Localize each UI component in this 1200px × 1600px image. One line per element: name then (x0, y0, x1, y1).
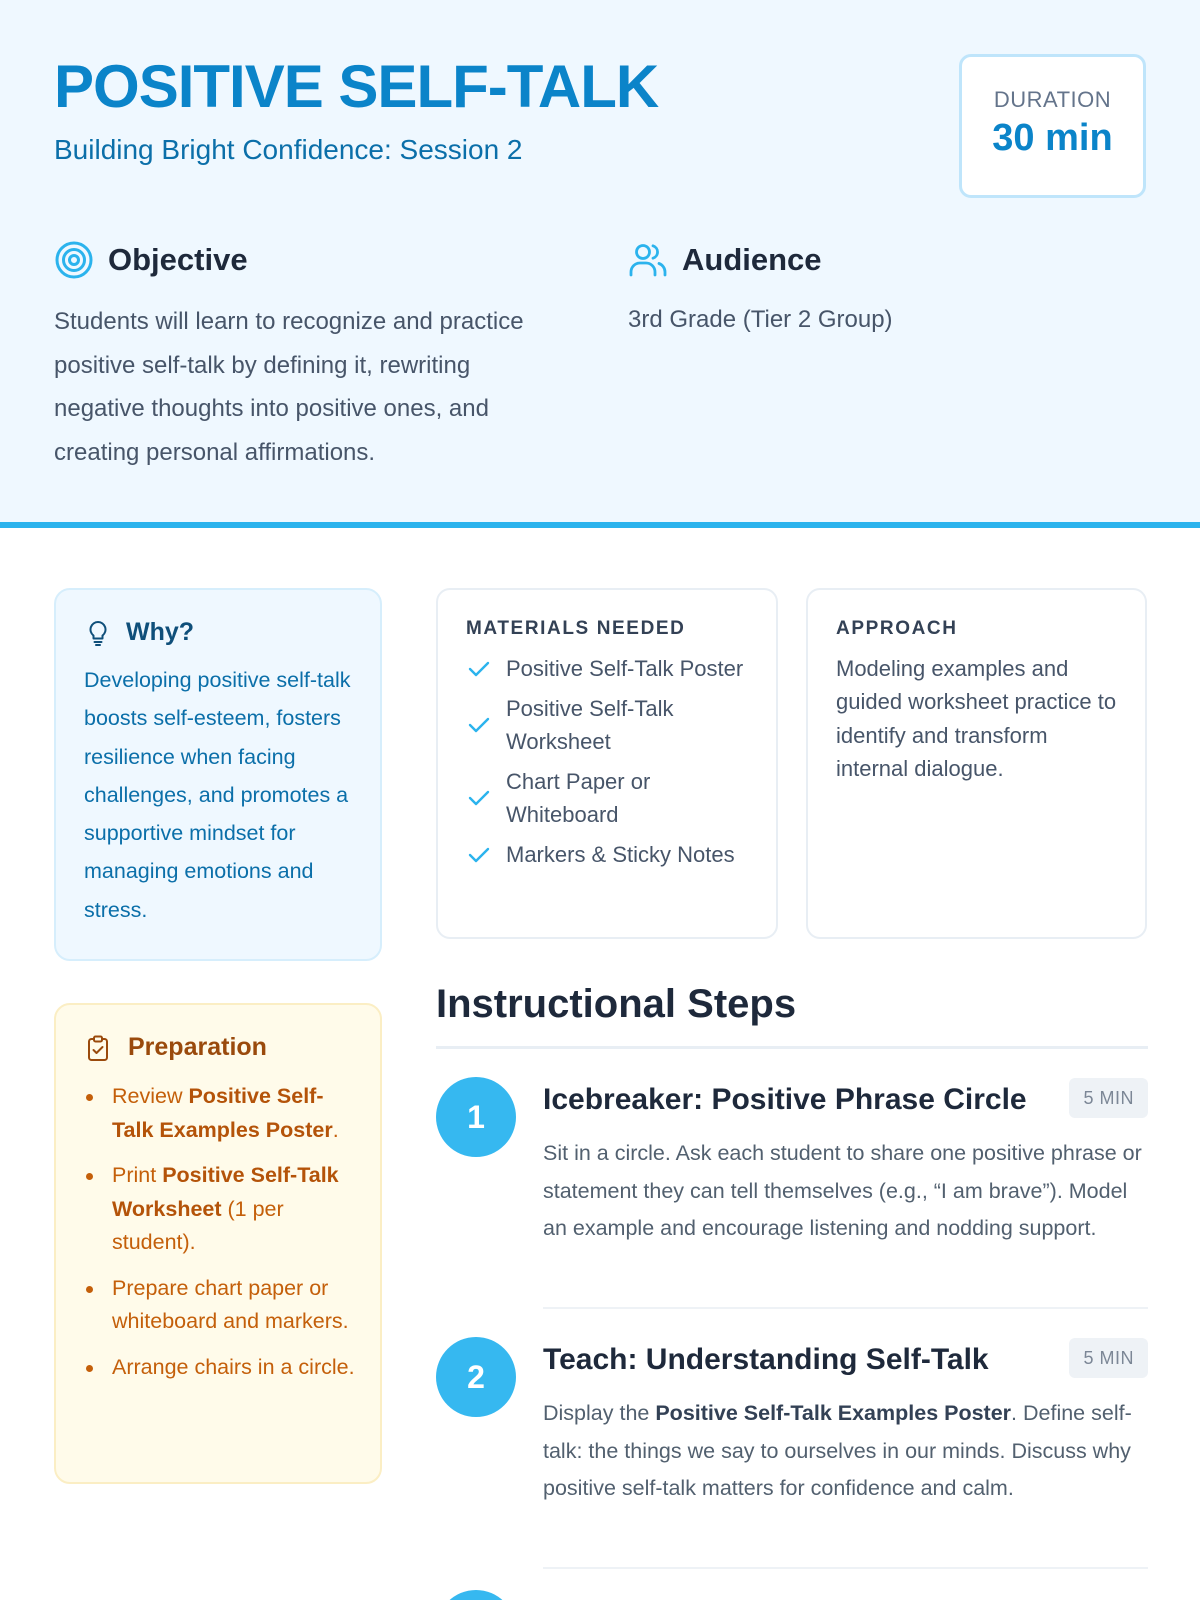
objective-title: Objective (108, 242, 248, 277)
duration-label: DURATION (993, 87, 1112, 112)
objective-text: Students will learn to recognize and practice positive self-talk by defining it, rewriting negative thoughts into positive ones, and creating personal affirmations. (54, 308, 524, 466)
preparation-item: Print Positive Self-Talk Worksheet (1 per student). (84, 1159, 360, 1260)
check-icon (466, 658, 496, 680)
why-heading (84, 618, 354, 647)
step-number: 1 (436, 1077, 516, 1157)
materials-item: Markers & Sticky Notes (466, 838, 750, 871)
preparation-card (54, 1003, 382, 1484)
preparation-title: Preparation (128, 1033, 267, 1061)
page-title: POSITIVE SELF-TALK (54, 53, 659, 120)
header-banner (0, 0, 1200, 528)
audience-title: Audience (682, 242, 822, 277)
materials-label: MATERIALS NEEDED (466, 618, 686, 639)
step-number-partial (436, 1590, 516, 1600)
check-icon (466, 714, 496, 736)
duration-box (959, 54, 1146, 198)
step-number: 2 (436, 1337, 516, 1417)
materials-item: Positive Self-Talk Worksheet (466, 692, 750, 758)
lightbulb-icon (84, 619, 112, 647)
why-text: Developing positive self-talk boosts self-esteem, fosters resilience when facing challenges, and promotes a supportive mindset for managing emotions and stress. (84, 668, 351, 922)
check-icon (466, 844, 496, 866)
clipboard-check-icon (84, 1034, 112, 1062)
objective-heading (54, 240, 248, 280)
step-item (436, 1077, 1148, 1317)
users-icon (628, 240, 668, 280)
target-icon (54, 240, 94, 280)
materials-list (466, 652, 750, 871)
step-title: Teach: Understanding Self-Talk (543, 1343, 989, 1376)
approach-card (806, 588, 1147, 939)
approach-label: APPROACH (836, 618, 958, 639)
step-description: Display the Positive Self-Talk Examples Poster. Define self-talk: the things we say to ourselves in our minds. Discuss why positive self-talk matters for confidence and calm. (543, 1401, 1132, 1501)
audience-heading (628, 240, 822, 280)
step-duration-badge: 5 MIN (1069, 1078, 1148, 1118)
materials-item: Positive Self-Talk Poster (466, 652, 750, 685)
steps-divider (436, 1046, 1148, 1049)
steps-title: Instructional Steps (436, 982, 797, 1026)
preparation-item: Prepare chart paper or whiteboard and markers. (84, 1272, 360, 1339)
preparation-heading (84, 1033, 360, 1062)
step-description: Sit in a circle. Ask each student to share one positive phrase or statement they can tell themselves (e.g., “I am brave”). Model an example and encourage listening and nodding support. (543, 1141, 1142, 1241)
page-subtitle: Building Bright Confidence: Session 2 (54, 134, 523, 165)
approach-text: Modeling examples and guided worksheet practice to identify and transform internal dialogue. (836, 656, 1117, 782)
materials-item: Chart Paper or Whiteboard (466, 765, 750, 831)
why-title: Why? (126, 618, 195, 646)
materials-card (436, 588, 778, 939)
step-item (436, 1337, 1148, 1577)
preparation-item: Review Positive Self-Talk Examples Poster. (84, 1080, 360, 1147)
duration-value: 30 min (992, 117, 1113, 159)
preparation-item: Arrange chairs in a circle. (84, 1351, 360, 1385)
why-card (54, 588, 382, 961)
step-duration-badge: 5 MIN (1069, 1338, 1148, 1378)
audience-text: 3rd Grade (Tier 2 Group) (628, 306, 893, 333)
step-title: Icebreaker: Positive Phrase Circle (543, 1083, 1027, 1116)
preparation-list (84, 1080, 360, 1384)
check-icon (466, 787, 496, 809)
step-divider (543, 1567, 1148, 1569)
step-divider (543, 1307, 1148, 1309)
